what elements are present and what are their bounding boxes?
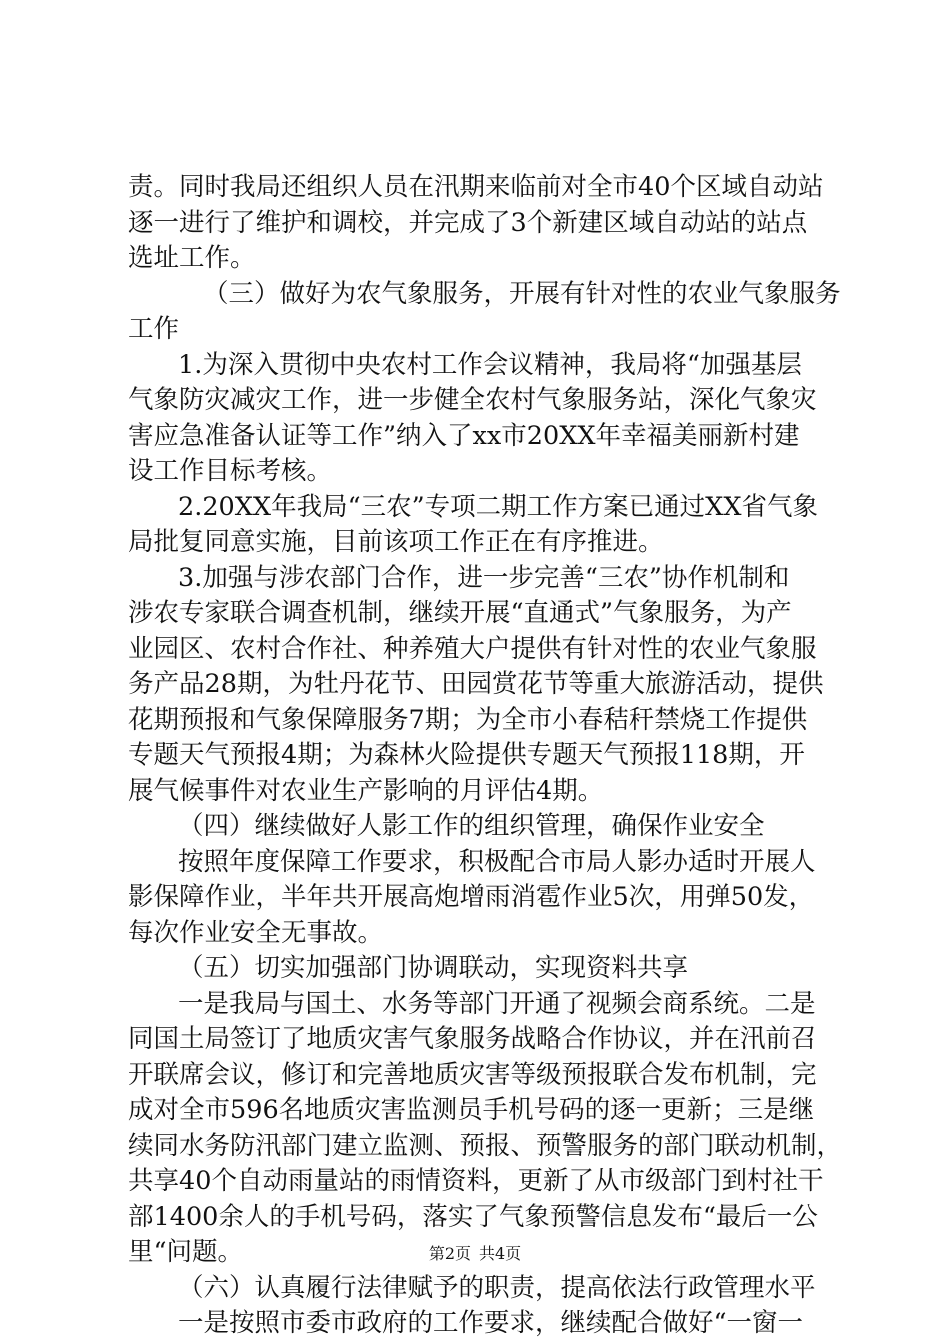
document-body (128, 170, 848, 1342)
section-heading: （三）做好为农气象服务，开展有针对性的农业气象服务 (203, 278, 841, 309)
page-number: 第2页 (428, 1244, 471, 1263)
text-line: 开联席会议，修订和完善地质灾害等级预报联合发布机制，完 (128, 1059, 817, 1090)
page-total: 共4页 (479, 1244, 522, 1263)
paragraph-start: 1.为深入贯彻中央农村工作会议精神，我局将“加强基层 (178, 349, 802, 380)
text-line: 业园区、农村合作社、种养殖大户提供有针对性的农业气象服 (128, 633, 817, 664)
text-line: 责。同时我局还组织人员在汛期来临前对全市40个区域自动站 (128, 172, 824, 202)
text-line: 务产品28期，为牡丹花节、田园赏花节等重大旅游活动，提供 (128, 669, 824, 699)
paragraph-start: 按照年度保障工作要求，积极配合市局人影办适时开展人 (178, 846, 816, 877)
text-line: 选址工作。 (128, 243, 256, 273)
text-line: 涉农专家联合调查机制，继续开展“直通式”气象服务，为产 (128, 598, 792, 628)
text-line: 共享40个自动雨量站的雨情资料，更新了从市级部门到村社干 (128, 1166, 824, 1196)
text-line: 局批复同意实施，目前该项工作正在有序推进。 (128, 527, 664, 557)
text-line: 部1400余人的手机号码，落实了气象预警信息发布“最后一公 (128, 1201, 818, 1232)
paragraph-start: 2.20XX年我局“三农”专项二期工作方案已通过XX省气象 (178, 491, 818, 522)
paragraph-start: 3.加强与涉农部门合作，进一步完善“三农”协作机制和 (178, 562, 790, 593)
text-line: 同国土局签订了地质灾害气象服务战略合作协议，并在汛前召 (128, 1024, 817, 1054)
paragraph-start: 一是按照市委市政府的工作要求，继续配合做好“一窗一 (178, 1308, 804, 1338)
text-line: 专题天气预报4期；为森林火险提供专题天气预报118期，开 (128, 740, 805, 770)
paragraph-start: 一是我局与国土、水务等部门开通了视频会商系统。二是 (178, 988, 816, 1019)
text-line: 害应急准备认证等工作”纳入了xx市20XX年幸福美丽新村建 (128, 420, 800, 451)
text-line: 成对全市596名地质灾害监测员手机号码的逐一更新；三是继 (128, 1095, 815, 1125)
section-heading: （四）继续做好人影工作的组织管理，确保作业安全 (178, 811, 765, 841)
text-line: 工作 (128, 314, 180, 344)
text-line: 设工作目标考核。 (128, 456, 333, 486)
text-line: 展气候事件对农业生产影响的月评估4期。 (128, 775, 604, 806)
text-line: 气象防灾减灾工作，进一步健全农村气象服务站，深化气象灾 (128, 385, 817, 415)
page-footer (0, 1243, 950, 1265)
text-line: 每次作业安全无事故。 (128, 917, 384, 948)
text-line: 影保障作业，半年共开展高炮增雨消雹作业5次，用弹50发， (128, 882, 815, 912)
section-heading: （六）认真履行法律赋予的职责，提高依法行政管理水平 (178, 1272, 816, 1303)
section-heading: （五）切实加强部门协调联动，实现资料共享 (178, 953, 689, 983)
text-line: 续同水务防汛部门建立监测、预报、预警服务的部门联动机制， (128, 1130, 843, 1161)
text-line: 里“问题。 (128, 1237, 244, 1267)
text-line: 花期预报和气象保障服务7期；为全市小春秸秆禁烧工作提供 (128, 704, 808, 735)
text-line: 逐一进行了维护和调校，并完成了3个新建区域自动站的站点 (128, 207, 808, 238)
